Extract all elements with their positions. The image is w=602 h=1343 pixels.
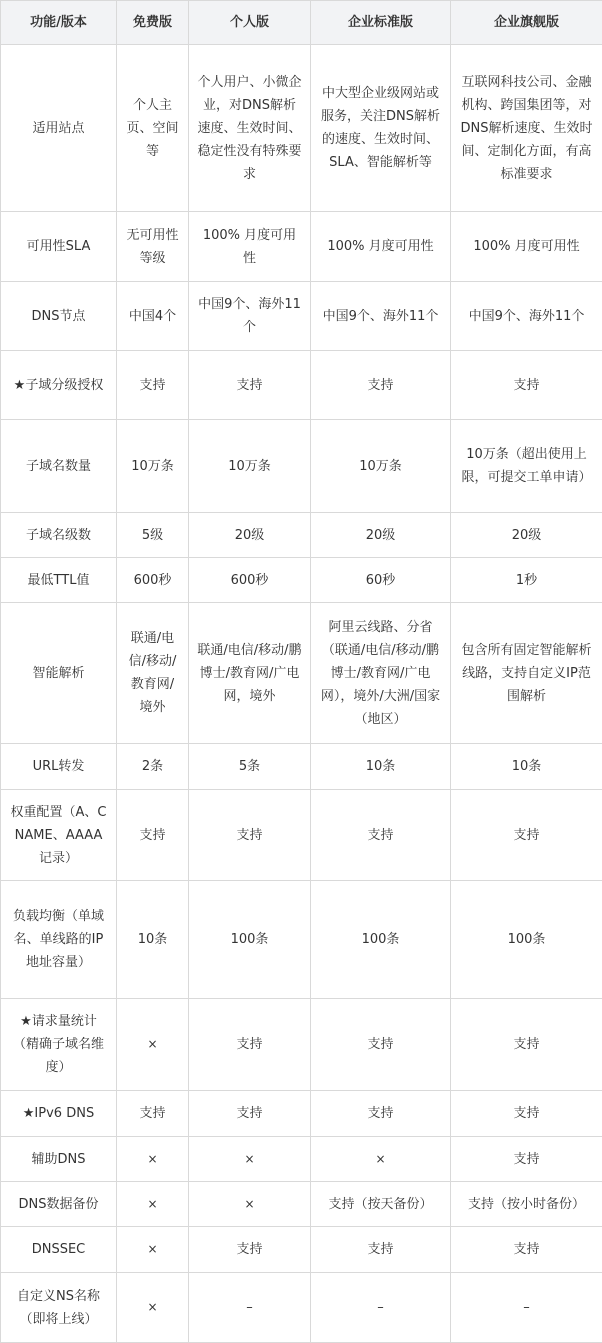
cell-flagship: 互联网科技公司、金融机构、跨国集团等，对DNS解析速度、生效时间、定制化方面，有高标准要求 (451, 45, 602, 212)
table-row (1, 744, 602, 790)
cell-standard: 100条 (311, 881, 451, 999)
header-free: 免费版 (117, 1, 189, 45)
cell-personal: 10万条 (189, 420, 311, 513)
row-feature: ★IPv6 DNS (1, 1091, 117, 1137)
row-feature: 智能解析 (1, 603, 117, 744)
table-row (1, 790, 602, 881)
table-row (1, 1091, 602, 1137)
cell-free: 支持 (117, 1091, 189, 1137)
cell-standard: 支持（按天备份） (311, 1182, 451, 1227)
cell-free: 支持 (117, 790, 189, 881)
cell-standard: 20级 (311, 513, 451, 558)
cell-free: 无可用性等级 (117, 212, 189, 282)
cell-flagship: 包含所有固定智能解析线路，支持自定义IP范围解析 (451, 603, 602, 744)
cell-flagship: 支持 (451, 1227, 602, 1273)
table-row (1, 1137, 602, 1182)
row-feature: 子域名级数 (1, 513, 117, 558)
row-feature: ★请求量统计（精确子域名维度） (1, 999, 117, 1091)
cell-standard: – (311, 1273, 451, 1343)
cell-free: × (117, 999, 189, 1091)
cell-personal: 600秒 (189, 558, 311, 603)
cell-standard: 支持 (311, 1091, 451, 1137)
cell-free: 10万条 (117, 420, 189, 513)
cell-standard: 支持 (311, 999, 451, 1091)
table-header (1, 1, 602, 45)
cell-flagship: 中国9个、海外11个 (451, 282, 602, 351)
cell-personal: 100% 月度可用性 (189, 212, 311, 282)
row-feature: 负载均衡（单域名、单线路的IP地址容量） (1, 881, 117, 999)
cell-personal: 联通/电信/移动/鹏博士/教育网/广电网，境外 (189, 603, 311, 744)
table-row (1, 351, 602, 420)
cell-flagship: 20级 (451, 513, 602, 558)
cell-personal: 支持 (189, 1227, 311, 1273)
cell-flagship: 支持 (451, 790, 602, 881)
cell-free: 5级 (117, 513, 189, 558)
cell-standard: 中国9个、海外11个 (311, 282, 451, 351)
header-enterprise-standard: 企业标准版 (311, 1, 451, 45)
row-feature: 自定义NS名称（即将上线） (1, 1273, 117, 1343)
table-row (1, 513, 602, 558)
cell-standard: 阿里云线路、分省（联通/电信/移动/鹏博士/教育网/广电网），境外/大洲/国家（地区） (311, 603, 451, 744)
header-feature: 功能/版本 (1, 1, 117, 45)
table-body (1, 45, 602, 1343)
cell-personal: 支持 (189, 999, 311, 1091)
row-feature: 子域名数量 (1, 420, 117, 513)
cell-flagship: 1秒 (451, 558, 602, 603)
cell-personal: 支持 (189, 1091, 311, 1137)
table-row (1, 212, 602, 282)
cell-free: × (117, 1137, 189, 1182)
row-feature: DNS数据备份 (1, 1182, 117, 1227)
table-row (1, 881, 602, 999)
row-feature: ★子域分级授权 (1, 351, 117, 420)
row-feature: 适用站点 (1, 45, 117, 212)
cell-personal: 5条 (189, 744, 311, 790)
cell-flagship: 支持（按小时备份） (451, 1182, 602, 1227)
cell-free: 600秒 (117, 558, 189, 603)
row-feature: DNSSEC (1, 1227, 117, 1273)
cell-flagship: 10条 (451, 744, 602, 790)
cell-standard: 支持 (311, 351, 451, 420)
cell-personal: × (189, 1137, 311, 1182)
cell-personal: 20级 (189, 513, 311, 558)
cell-flagship: 10万条（超出使用上限，可提交工单申请） (451, 420, 602, 513)
cell-free: 联通/电信/移动/教育网/境外 (117, 603, 189, 744)
cell-flagship: – (451, 1273, 602, 1343)
cell-flagship: 支持 (451, 351, 602, 420)
table-row (1, 45, 602, 212)
cell-standard: 100% 月度可用性 (311, 212, 451, 282)
header-enterprise-flagship: 企业旗舰版 (451, 1, 602, 45)
cell-free: 支持 (117, 351, 189, 420)
cell-personal: 个人用户、小微企业，对DNS解析速度、生效时间、稳定性没有特殊要求 (189, 45, 311, 212)
table-row (1, 999, 602, 1091)
cell-flagship: 支持 (451, 1137, 602, 1182)
cell-free: 中国4个 (117, 282, 189, 351)
table-row (1, 420, 602, 513)
table-row (1, 282, 602, 351)
row-feature: 可用性SLA (1, 212, 117, 282)
cell-personal: – (189, 1273, 311, 1343)
cell-free: × (117, 1182, 189, 1227)
table-row (1, 1273, 602, 1343)
row-feature: 最低TTL值 (1, 558, 117, 603)
cell-personal: × (189, 1182, 311, 1227)
cell-standard: × (311, 1137, 451, 1182)
row-feature: URL转发 (1, 744, 117, 790)
row-feature: 权重配置（A、CNAME、AAAA记录） (1, 790, 117, 881)
cell-free: × (117, 1273, 189, 1343)
row-feature: DNS节点 (1, 282, 117, 351)
cell-flagship: 支持 (451, 1091, 602, 1137)
cell-personal: 支持 (189, 790, 311, 881)
cell-free: 个人主页、空间等 (117, 45, 189, 212)
cell-free: 2条 (117, 744, 189, 790)
cell-standard: 10万条 (311, 420, 451, 513)
cell-flagship: 100条 (451, 881, 602, 999)
table-row (1, 1182, 602, 1227)
table-row (1, 558, 602, 603)
cell-personal: 支持 (189, 351, 311, 420)
row-feature: 辅助DNS (1, 1137, 117, 1182)
header-row (1, 1, 602, 45)
cell-flagship: 100% 月度可用性 (451, 212, 602, 282)
table-row (1, 603, 602, 744)
header-personal: 个人版 (189, 1, 311, 45)
cell-free: 10条 (117, 881, 189, 999)
cell-standard: 60秒 (311, 558, 451, 603)
cell-standard: 支持 (311, 1227, 451, 1273)
cell-personal: 100条 (189, 881, 311, 999)
cell-free: × (117, 1227, 189, 1273)
table-row (1, 1227, 602, 1273)
cell-standard: 中大型企业级网站或服务，关注DNS解析的速度、生效时间、SLA、智能解析等 (311, 45, 451, 212)
cell-standard: 支持 (311, 790, 451, 881)
cell-personal: 中国9个、海外11个 (189, 282, 311, 351)
cell-standard: 10条 (311, 744, 451, 790)
cell-flagship: 支持 (451, 999, 602, 1091)
